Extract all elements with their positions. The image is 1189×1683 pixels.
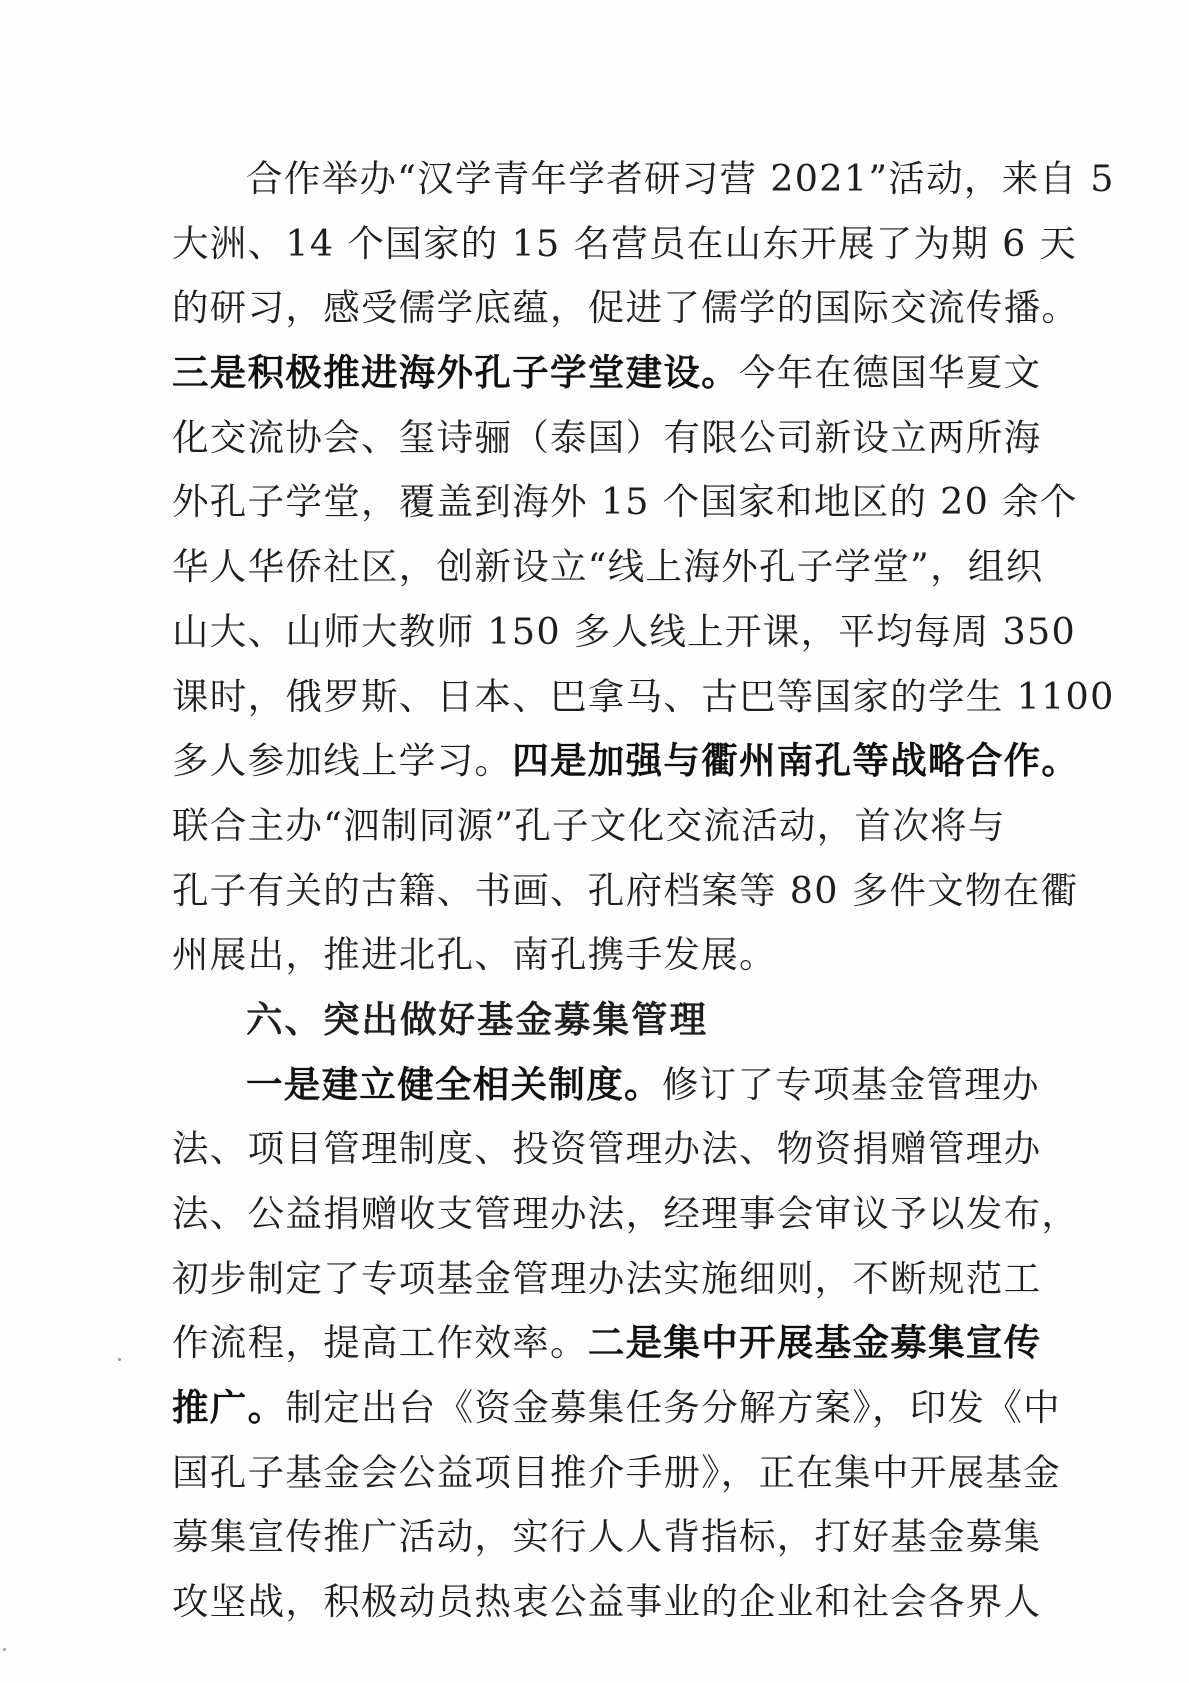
text-segment: 的研习，感受儒学底蕴，促进了儒学的国际交流传播。 bbox=[172, 286, 1080, 330]
document-body bbox=[172, 147, 1115, 1635]
text-segment: 攻坚战，积极动员热衷公益事业的企业和社会各界人 bbox=[172, 1580, 1042, 1624]
text-segment: 大洲、14 个国家的 15 名营员在山东开展了为期 6 天 bbox=[172, 221, 1078, 265]
bold-phrase: 四是加强与衢州南孔等战略合作。 bbox=[512, 739, 1080, 783]
text-line bbox=[172, 1182, 1080, 1247]
text-line bbox=[172, 1505, 1042, 1570]
text-line bbox=[172, 212, 1078, 277]
text-segment: 华人华侨社区，创新设立“线上海外孔子学堂”，组织 bbox=[172, 545, 1044, 589]
text-segment: 修订了专项基金管理办 bbox=[661, 1062, 1040, 1106]
text-line bbox=[172, 1570, 1042, 1635]
bold-phrase: 三是积极推进海外孔子学堂建设。 bbox=[172, 351, 739, 395]
text-segment: 化交流协会、玺诗骊（泰国）有限公司新设立两所海 bbox=[172, 415, 1042, 459]
text-line bbox=[172, 1376, 1061, 1441]
text-line bbox=[172, 923, 1012, 988]
text-segment: 作流程，提高工作效率。 bbox=[172, 1321, 588, 1365]
text-segment: 募集宣传推广活动，实行人人背指标，打好基金募集 bbox=[172, 1515, 1042, 1559]
text-segment: 今年在德国华夏文 bbox=[739, 351, 1042, 395]
text-line bbox=[172, 406, 1042, 471]
text-segment: 州展出，推进北孔、南孔携手发展。 bbox=[172, 933, 777, 977]
text-segment: 合作举办“汉学青年学者研习营 2021”活动，来自 5 bbox=[246, 157, 1115, 200]
text-line bbox=[172, 600, 1077, 665]
text-line bbox=[172, 1053, 1040, 1118]
text-line bbox=[172, 470, 1078, 535]
bold-phrase: 一是建立健全相关制度。 bbox=[246, 1062, 662, 1106]
text-segment: 联合主办“泗制同源”孔子文化交流活动，首次将与 bbox=[172, 803, 1006, 847]
text-segment: 外孔子学堂，覆盖到海外 15 个国家和地区的 20 余个 bbox=[172, 480, 1078, 524]
text-segment: 国孔子基金会公益项目推介手册》，正在集中开展基金 bbox=[172, 1450, 1061, 1494]
text-segment: 法、项目管理制度、投资管理办法、物资捐赠管理办 bbox=[172, 1127, 1042, 1171]
text-line bbox=[172, 535, 1044, 600]
text-line bbox=[172, 665, 1115, 730]
text-line bbox=[172, 794, 1012, 859]
text-segment: 课时，俄罗斯、日本、巴拿马、古巴等国家的学生 1100 bbox=[172, 674, 1115, 718]
text-line bbox=[172, 1247, 1042, 1312]
text-line bbox=[172, 147, 1115, 212]
text-segment: 法、公益捐赠收支管理办法，经理事会审议予以发布， bbox=[172, 1192, 1080, 1235]
text-segment: 孔子有关的古籍、书画、孔府档案等 80 多件文物在衢 bbox=[172, 868, 1079, 912]
text-segment: 山大、山师大教师 150 多人线上开课，平均每周 350 bbox=[172, 609, 1077, 653]
text-line bbox=[172, 276, 1080, 341]
text-line bbox=[172, 341, 1042, 406]
bold-phrase: 二是集中开展基金募集宣传 bbox=[587, 1321, 1042, 1365]
text-segment: 初步制定了专项基金管理办法实施细则，不断规范工 bbox=[172, 1256, 1042, 1300]
scan-speck bbox=[118, 1358, 121, 1361]
text-segment: 多人参加线上学习。 bbox=[172, 739, 513, 783]
text-line bbox=[172, 1117, 1042, 1182]
text-segment: 制定出台《资金募集任务分解方案》，印发《中 bbox=[285, 1386, 1061, 1430]
text-line bbox=[172, 1441, 1061, 1506]
text-line bbox=[172, 859, 1079, 924]
text-segment: 六、突出做好基金募集管理 bbox=[246, 997, 708, 1041]
section-heading bbox=[172, 988, 1012, 1053]
scan-speck bbox=[3, 1648, 6, 1651]
text-line bbox=[172, 1311, 1042, 1376]
bold-phrase: 推广。 bbox=[172, 1386, 286, 1430]
text-line bbox=[172, 729, 1080, 794]
